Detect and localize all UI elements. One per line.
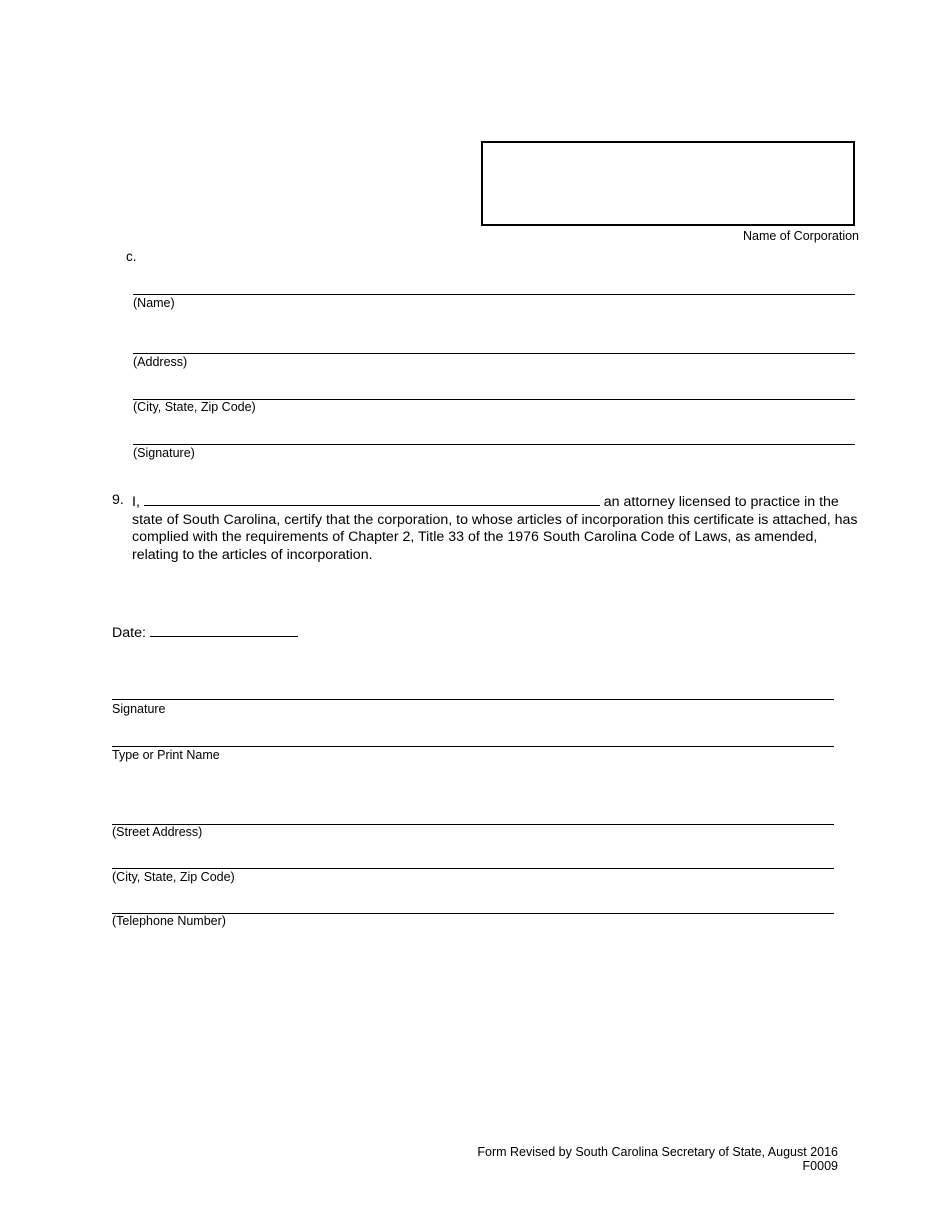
address-line[interactable] <box>133 353 855 354</box>
item-9-after-blank: an attorney licensed to practice in the <box>603 494 839 510</box>
print-name-line[interactable] <box>112 746 834 747</box>
attorney-name-blank[interactable] <box>144 492 600 506</box>
address-label: (Address) <box>133 355 188 369</box>
street-address-label: (Street Address) <box>112 825 203 839</box>
corporation-name-box[interactable] <box>481 141 855 226</box>
section-c-marker: c. <box>126 249 137 264</box>
name-label: (Name) <box>133 296 175 310</box>
item-9-number: 9. <box>112 492 124 508</box>
signature-line-c[interactable] <box>133 444 855 445</box>
form-footer <box>477 1145 838 1173</box>
print-name-label: Type or Print Name <box>112 748 220 762</box>
form-number: F0009 <box>802 1159 838 1173</box>
attorney-city-state-zip-label: (City, State, Zip Code) <box>112 870 235 884</box>
item-9-text: state of South Carolina, certify that the corporation, to whose articles of incorporation this certificate is attached, has complied with the requirements of Chapter 2, Title 33 of the 1976 South Carolina Code of Laws, as amended, relating to the articles of incorporation. <box>132 511 858 563</box>
corporation-name-label: Name of Corporation <box>742 229 859 243</box>
date-label: Date: <box>112 625 146 641</box>
attorney-certification-paragraph <box>112 492 862 564</box>
attorney-signature-label: Signature <box>112 702 166 716</box>
telephone-label: (Telephone Number) <box>112 914 226 928</box>
date-field <box>112 623 298 641</box>
attorney-city-state-zip-line[interactable] <box>112 868 834 869</box>
revision-note: Form Revised by South Carolina Secretary of State, August 2016 <box>477 1145 838 1159</box>
city-state-zip-label: (City, State, Zip Code) <box>133 400 256 414</box>
date-blank[interactable] <box>150 623 298 637</box>
attorney-signature-line[interactable] <box>112 699 834 700</box>
name-line[interactable] <box>133 294 855 295</box>
street-address-line[interactable] <box>112 824 834 825</box>
signature-label-c: (Signature) <box>133 446 195 460</box>
item-9-prefix: I, <box>132 494 140 510</box>
